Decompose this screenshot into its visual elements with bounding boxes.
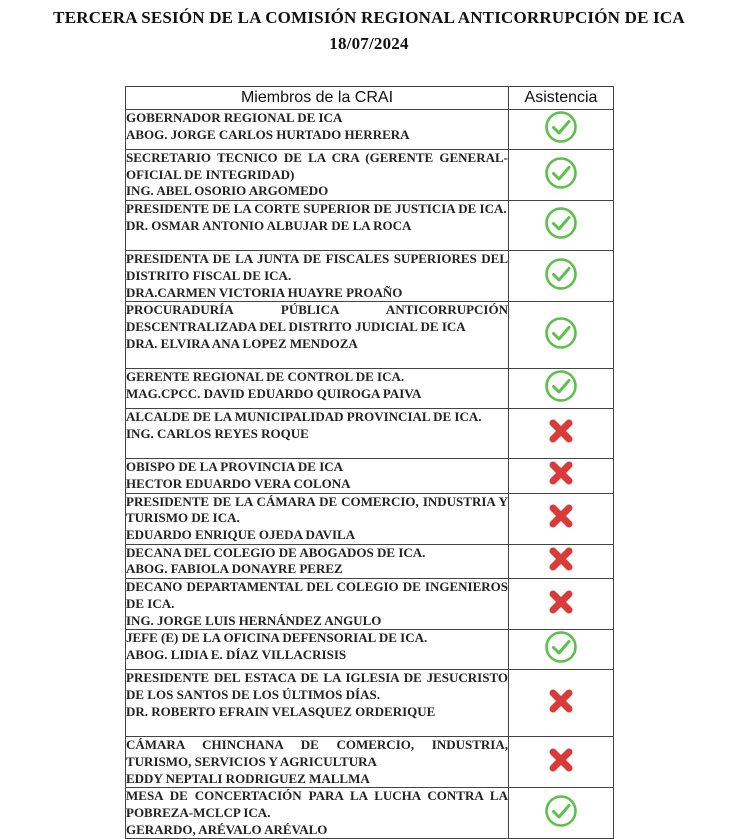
column-header-members: Miembros de la CRAI xyxy=(126,87,509,110)
member-name: HECTOR EDUARDO VERA COLONA xyxy=(126,475,351,491)
member-cell xyxy=(126,544,509,578)
member-position: DECANO DEPARTAMENTAL DEL COLEGIO DE INGENIEROS DE ICA. xyxy=(126,579,508,611)
column-header-attendance: Asistencia xyxy=(509,87,614,110)
member-name: ING. CARLOS REYES ROQUE xyxy=(126,425,309,441)
check-circle-icon xyxy=(544,369,578,408)
member-position: PRESIDENTE DE LA CÁMARA DE COMERCIO, INDUSTRIA Y TURISMO DE ICA. xyxy=(126,493,508,526)
member-name: DR. OSMAR ANTONIO ALBUJAR DE LA ROCA xyxy=(126,217,412,233)
table-row xyxy=(126,788,614,839)
member-position: PRESIDENTE DE LA CORTE SUPERIOR DE JUSTICIA DE ICA. xyxy=(126,201,507,217)
check-circle-icon xyxy=(544,257,578,296)
check-circle-icon xyxy=(544,630,578,669)
table-row xyxy=(126,369,614,409)
table-row xyxy=(126,670,614,737)
table-row xyxy=(126,251,614,302)
table-row xyxy=(126,737,614,788)
member-cell xyxy=(126,737,509,788)
attendance-cell xyxy=(509,579,614,630)
table-row xyxy=(126,459,614,493)
attendance-cell xyxy=(509,737,614,788)
check-circle-icon xyxy=(544,794,578,833)
attendance-cell xyxy=(509,409,614,459)
check-circle-icon xyxy=(544,110,578,149)
member-name: GERARDO, ARÉVALO ARÉVALO xyxy=(126,821,328,837)
table-row xyxy=(126,150,614,201)
member-cell xyxy=(126,409,509,459)
member-position: GERENTE REGIONAL DE CONTROL DE ICA. xyxy=(126,369,405,385)
member-position: MESA DE CONCERTACIÓN PARA LA LUCHA CONTRA LA POBREZA-MCLCP ICA. xyxy=(126,788,508,821)
member-cell xyxy=(126,493,509,544)
member-position: CÁMARA CHINCHANA DE COMERCIO, INDUSTRIA, TURISMO, SERVICIOS Y AGRICULTURA xyxy=(126,737,508,769)
member-position: PROCURADURÍA PÚBLICA ANTICORRUPCIÓN DESCENTRALIZADA DEL DISTRITO JUDICIAL DE ICA xyxy=(126,302,508,334)
member-position: GOBERNADOR REGIONAL DE ICA xyxy=(126,110,343,125)
table-row xyxy=(126,201,614,251)
member-cell xyxy=(126,670,509,737)
document-title: TERCERA SESIÓN DE LA COMISIÓN REGIONAL ANTICORRUPCIÓN DE ICA xyxy=(53,8,685,27)
member-name: DRA. ELVIRA ANA LOPEZ MENDOZA xyxy=(126,335,358,351)
table-header-row xyxy=(126,87,614,110)
member-position: PRESIDENTE DEL ESTACA DE LA IGLESIA DE JESUCRISTO DE LOS SANTOS DE LOS ÚLTIMOS DÍAS. xyxy=(126,670,508,702)
member-position: JEFE (E) DE LA OFICINA DEFENSORIAL DE ICA. xyxy=(126,630,428,646)
member-name: DRA.CARMEN VICTORIA HUAYRE PROAÑO xyxy=(126,284,403,300)
member-name: MAG.CPCC. DAVID EDUARDO QUIROGA PAIVA xyxy=(126,385,422,401)
attendance-cell xyxy=(509,544,614,578)
cross-icon xyxy=(547,588,575,621)
attendance-cell xyxy=(509,369,614,409)
table-row xyxy=(126,579,614,630)
attendance-cell xyxy=(509,110,614,150)
member-name: DR. ROBERTO EFRAIN VELASQUEZ ORDERIQUE xyxy=(126,703,436,719)
member-name: ING. JORGE LUIS HERNÁNDEZ ANGULO xyxy=(126,612,382,628)
table-row xyxy=(126,409,614,459)
member-name: ABOG. JORGE CARLOS HURTADO HERRERA xyxy=(126,126,410,142)
attendance-cell xyxy=(509,201,614,251)
table-row xyxy=(126,630,614,670)
check-circle-icon xyxy=(544,206,578,245)
member-name: ABOG. LIDIA E. DÍAZ VILLACRISIS xyxy=(126,646,347,662)
attendance-cell xyxy=(509,788,614,839)
cross-icon xyxy=(547,502,575,535)
member-cell xyxy=(126,110,509,150)
member-cell xyxy=(126,459,509,493)
member-cell xyxy=(126,302,509,369)
attendance-cell xyxy=(509,302,614,369)
member-cell xyxy=(126,201,509,251)
member-position: OBISPO DE LA PROVINCIA DE ICA xyxy=(126,459,344,475)
attendance-cell xyxy=(509,630,614,670)
member-position: PRESIDENTA DE LA JUNTA DE FISCALES SUPERIORES DEL DISTRITO FISCAL DE ICA. xyxy=(126,251,508,283)
attendance-table xyxy=(125,86,614,839)
member-cell xyxy=(126,788,509,839)
attendance-cell xyxy=(509,251,614,302)
table-row xyxy=(126,544,614,578)
member-cell xyxy=(126,579,509,630)
cross-icon xyxy=(547,687,575,720)
table-row xyxy=(126,302,614,369)
cross-icon xyxy=(547,417,575,450)
attendance-cell xyxy=(509,150,614,201)
table-row xyxy=(126,493,614,544)
check-circle-icon xyxy=(544,156,578,195)
member-name: ABOG. FABIOLA DONAYRE PEREZ xyxy=(126,561,343,577)
member-cell xyxy=(126,369,509,409)
cross-icon xyxy=(547,459,575,492)
check-circle-icon xyxy=(544,316,578,355)
member-name: EDDY NEPTALI RODRIGUEZ MALLMA xyxy=(126,770,370,786)
document-date: 18/07/2024 xyxy=(329,34,409,53)
table-row xyxy=(126,110,614,150)
member-name: ING. ABEL OSORIO ARGOMEDO xyxy=(126,183,329,199)
member-cell xyxy=(126,251,509,302)
member-cell xyxy=(126,630,509,670)
member-position: DECANA DEL COLEGIO DE ABOGADOS DE ICA. xyxy=(126,544,426,560)
attendance-cell xyxy=(509,670,614,737)
cross-icon xyxy=(547,746,575,779)
attendance-cell xyxy=(509,493,614,544)
cross-icon xyxy=(547,545,575,578)
member-cell xyxy=(126,150,509,201)
member-name: EDUARDO ENRIQUE OJEDA DAVILA xyxy=(126,527,356,543)
member-position: SECRETARIO TECNICO DE LA CRA (GERENTE GENERAL-OFICIAL DE INTEGRIDAD) xyxy=(126,150,508,182)
member-position: ALCALDE DE LA MUNICIPALIDAD PROVINCIAL DE ICA. xyxy=(126,409,482,425)
attendance-cell xyxy=(509,459,614,493)
